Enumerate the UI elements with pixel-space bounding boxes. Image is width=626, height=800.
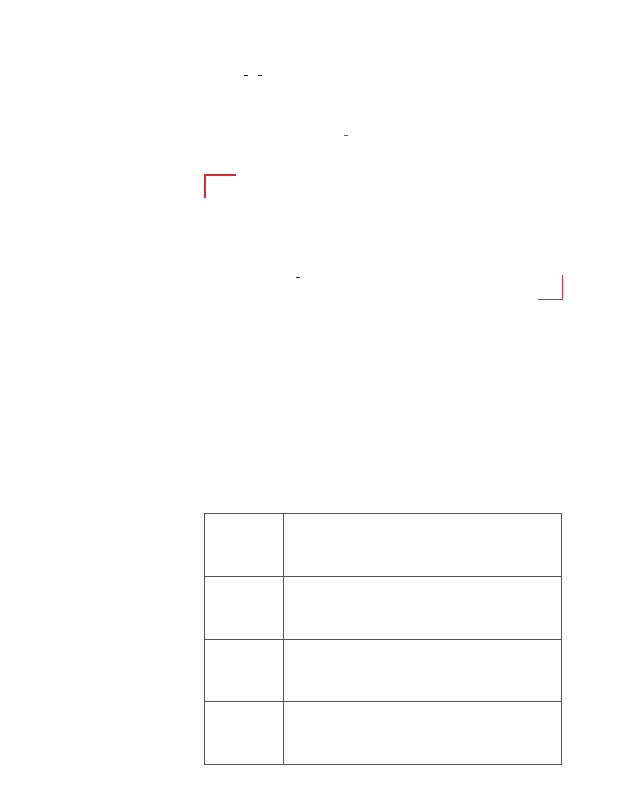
example-eq-num [296, 277, 300, 278]
example-marker-rule [204, 174, 236, 176]
example-equation [296, 272, 300, 282]
example-end-marker [538, 275, 563, 300]
figure-top-balls [348, 486, 426, 500]
example-marker-bar [204, 174, 206, 198]
table-row-divider [205, 639, 561, 640]
eq-29-7-frac1-num [244, 75, 248, 76]
eq-29-8-num [344, 135, 348, 136]
table-row-divider [205, 701, 561, 702]
equation-29-7 [240, 70, 262, 80]
eq-29-7-frac2-num [258, 75, 262, 76]
figure-table [204, 513, 562, 765]
running-head [30, 27, 38, 45]
table-row-divider [205, 576, 561, 577]
equation-29-8 [344, 130, 348, 140]
